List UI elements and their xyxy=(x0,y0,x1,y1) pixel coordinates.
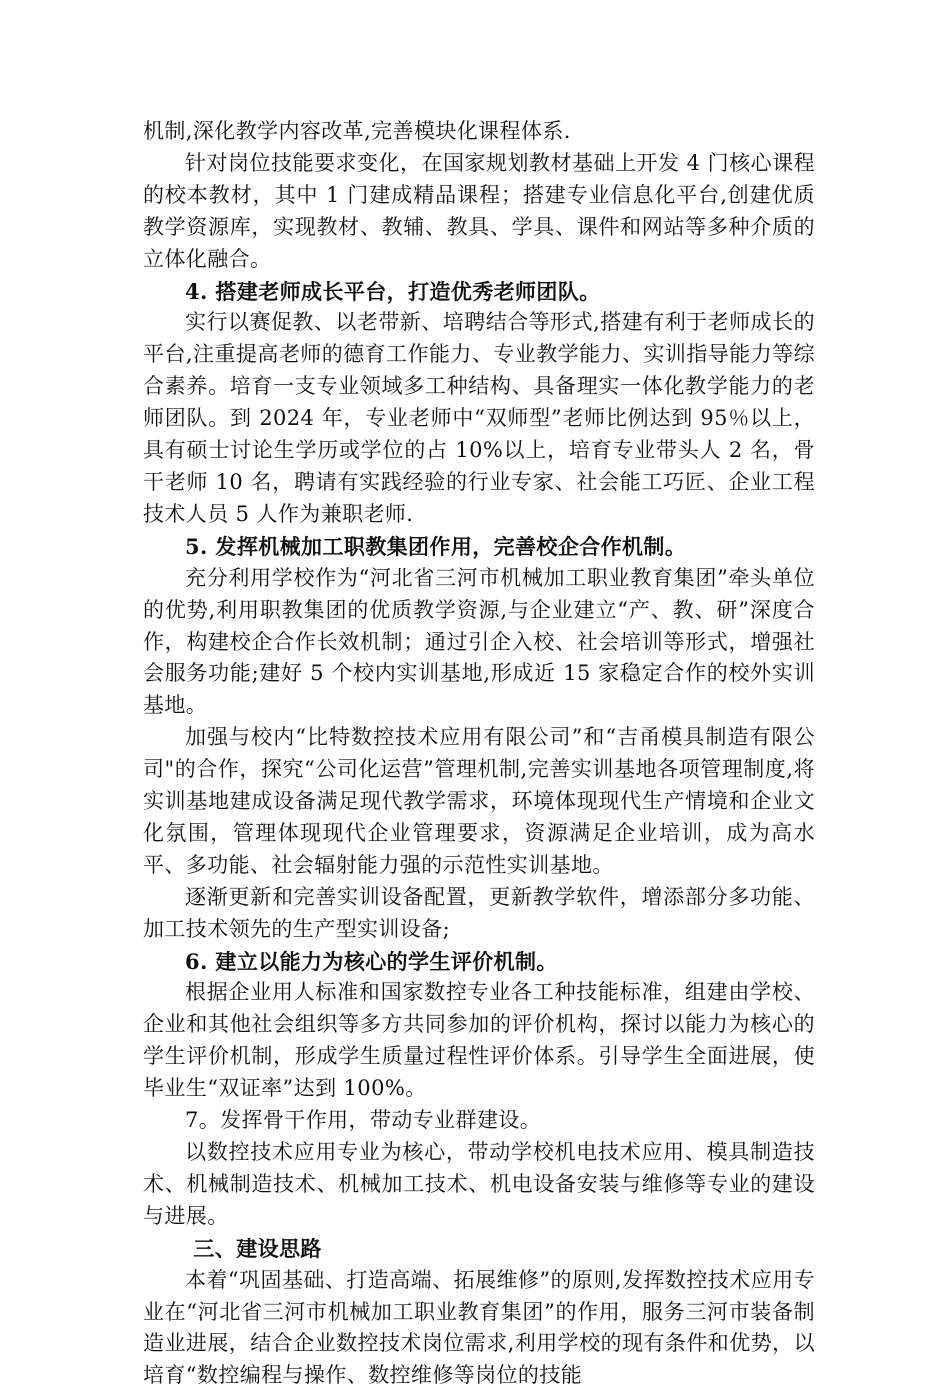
heading-construction-ideas: 三、建设思路 xyxy=(193,1235,322,1261)
paragraph-construction-principles: 本着“巩固基础、打造高端、拓展维修”的原则,发挥数控技术应用专业在“河北省三河市机械加工职业教育集团”的作用，服务三河市装备制造业进展，结合企业数控技术岗位需求,利用学校的现有条件和优势，以培育“数控编程与操作、数控维修等岗位的技能 xyxy=(143,1267,815,1388)
paragraph-teacher-team: 实行以赛促教、以老带新、培聘结合等形式,搭建有利于老师成长的平台,注重提高老师的德育工作能力、专业教学能力、实训指导能力等综合素养。培育一支专业领域多工种结构、具备理实一体化教学能力的老师团队。到 2024 年，专业老师中“双师型”老师比例达到 95％以上，具有硕士讨论生学历或学位的占 10%以上，培育专业带头人 2 名，骨干老师 10 名，聘请有实践经验的行业专家、社会能工巧匠、企业工程技术人员 5 人作为兼职老师. xyxy=(143,310,815,526)
paragraph-professional-group: 以数控技术应用专业为核心，带动学校机电技术应用、模具制造技术、机械制造技术、机械加工技术、机电设备安装与维修等专业的建设与进展。 xyxy=(143,1140,815,1228)
paragraph-evaluation-mechanism: 根据企业用人标准和国家数控专业各工种技能标准，组建由学校、企业和其他社会组织等多方共同参加的评价机构，探讨以能力为核心的学生评价机制，形成学生质量过程性评价体系。引导学生全面进展，使毕业生“双证率”达到 100%。 xyxy=(143,980,815,1101)
heading-student-evaluation: 6. 建立以能力为核心的学生评价机制。 xyxy=(185,948,558,974)
heading-teacher-platform: 4. 搭建老师成长平台，打造优秀老师团队。 xyxy=(185,278,601,304)
document-body xyxy=(143,116,815,1392)
paragraph-equipment-update: 逐渐更新和完善实训设备配置，更新教学软件，增添部分多功能、加工技术领先的生产型实训设备; xyxy=(143,884,815,941)
heading-vocational-group: 5. 发挥机械加工职教集团作用，完善校企合作机制。 xyxy=(185,533,687,559)
paragraph-company-cooperation: 加强与校内“比特数控技术应用有限公司”和“吉甬模具制造有限公司"的合作，探究“公司化运营”管理机制,完善实训基地各项管理制度,将实训基地建成设备满足现代教学需求，环境体现现代生产情境和企业文化氛围，管理体现现代企业管理要求，资源满足企业培训，成为高水平、多功能、社会辐射能力强的示范性实训基地。 xyxy=(143,725,815,877)
paragraph-textbook-development: 针对岗位技能要求变化，在国家规划教材基础上开发 4 门核心课程的校本教材，其中 1 门建成精品课程；搭建专业信息化平台,创建优质教学资源库，实现教材、教辅、教具、学具、课件和网站等多种介质的立体化融合。 xyxy=(143,150,815,271)
paragraph-school-enterprise: 充分利用学校作为“河北省三河市机械加工职业教育集团”牵头单位的优势,利用职教集团的优质教学资源,与企业建立“产、教、研”深度合作，构建校企合作长效机制；通过引企入校、社会培训等形式，增强社会服务功能;建好 5 个校内实训基地,形成近 15 家稳定合作的校外实训基地。 xyxy=(143,565,815,718)
paragraph-backbone-role: 7。发挥骨干作用，带动专业群建设。 xyxy=(185,1108,542,1133)
paragraph-course-system: 机制,深化教学内容改革,完善模块化课程体系. xyxy=(143,119,571,143)
